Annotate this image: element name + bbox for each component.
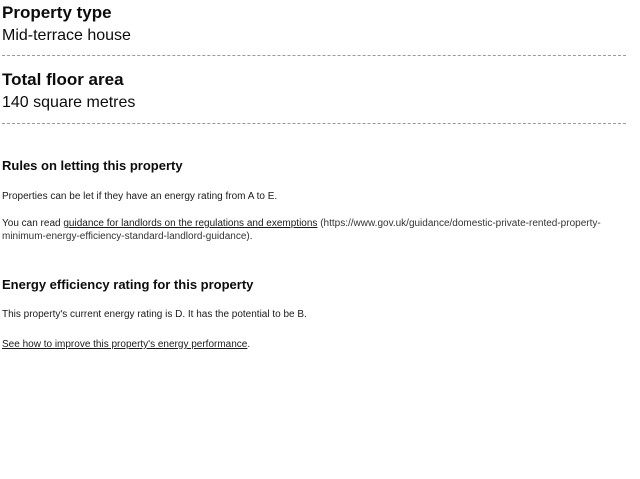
improve-paragraph <box>2 338 250 351</box>
floor-area-row <box>2 70 135 113</box>
guidance-suffix: . <box>249 231 253 242</box>
guidance-prefix: You can read <box>2 218 64 229</box>
divider <box>2 123 626 124</box>
guidance-url: (https://www.gov.uk/guidance/domestic-private-rented-property-minimum-energy-efficiency-standard-landlord-guidance) <box>2 218 601 242</box>
rules-heading: Rules on letting this property <box>2 158 183 173</box>
guidance-link[interactable]: guidance for landlords on the regulations and exemptions <box>63 218 318 229</box>
divider <box>2 55 626 56</box>
energy-rating-paragraph: This property's current energy rating is D. It has the potential to be B. <box>2 309 307 320</box>
property-type-row <box>2 3 131 46</box>
energy-rating-heading: Energy efficiency rating for this property <box>2 277 254 292</box>
rules-paragraph: Properties can be let if they have an energy rating from A to E. <box>2 191 278 202</box>
property-type-value: Mid-terrace house <box>2 27 131 44</box>
improve-performance-link[interactable]: See how to improve this property's energy performance <box>2 339 248 350</box>
guidance-paragraph <box>2 217 622 243</box>
floor-area-label: Total floor area <box>2 70 124 89</box>
improve-suffix: . <box>247 339 251 350</box>
floor-area-value: 140 square metres <box>2 94 136 111</box>
property-type-label: Property type <box>2 3 112 22</box>
